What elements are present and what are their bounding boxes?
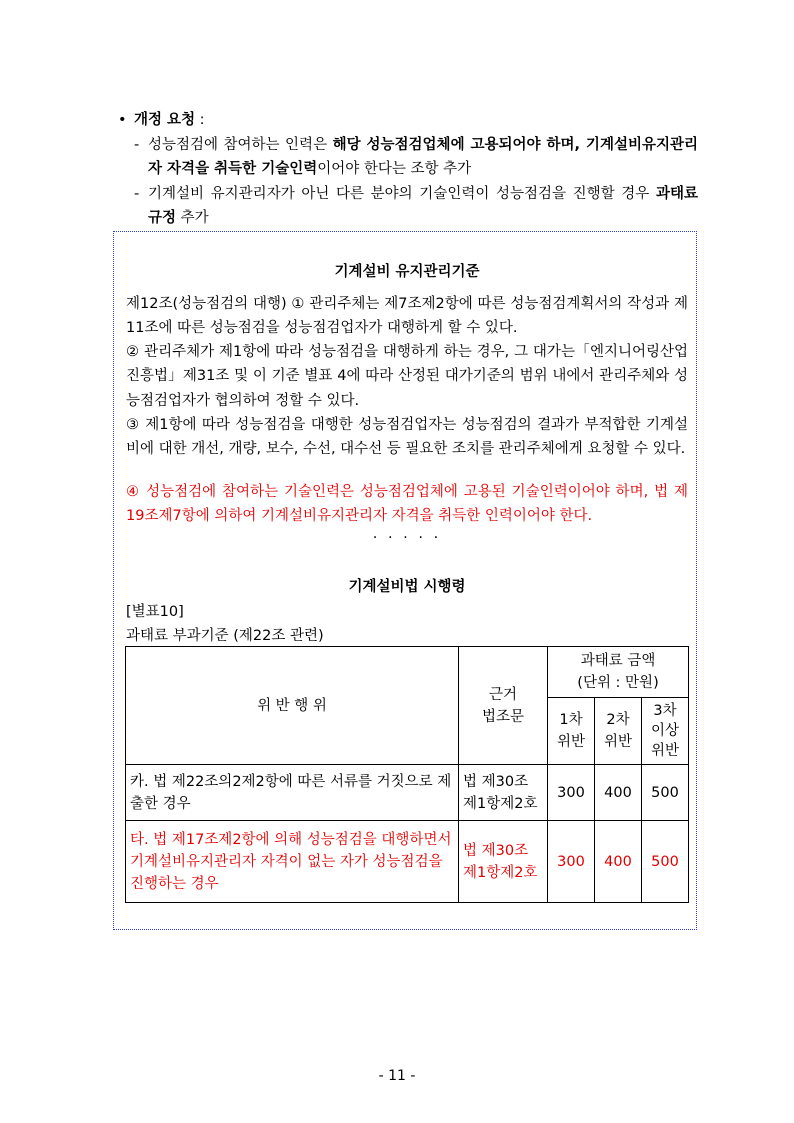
row-third: 500 — [642, 821, 689, 903]
header-violation: 위 반 행 위 — [126, 647, 459, 765]
row-first: 300 — [548, 765, 595, 821]
revision-heading-line: • 개정 요청 : — [118, 108, 698, 133]
ellipsis: · · · · · — [372, 530, 442, 546]
row-violation: 카. 법 제22조의2제2항에 따른 서류를 거짓으로 제출한 경우 — [126, 765, 459, 821]
bullet-icon: • — [118, 112, 127, 128]
row-second: 400 — [595, 765, 642, 821]
header-amount: 과태료 금액 (단위 : 만원) — [548, 647, 689, 698]
revision-item-2: - 기계설비 유지관리자가 아닌 다른 분야의 기술인력이 성능점검을 진행할 경우 과태료 규정 추가 — [134, 185, 698, 226]
law1-paragraph-4-highlight: ④ 성능점검에 참여하는 기술인력은 성능점검업체에 고용된 기술인력이어야 하며, 법 제19조제7항에 의하여 기계설비유지관리자 자격을 취득한 인력이어야 한다. — [126, 484, 688, 525]
revision-item-1: - 성능점검에 참여하는 인력은 해당 성능점검업체에 고용되어야 하며, 기계설비유지관리자 자격을 취득한 기술인력이어야 한다는 조항 추가 — [134, 136, 698, 177]
row-third: 500 — [642, 765, 689, 821]
revision-heading: 개정 요청 — [134, 112, 196, 128]
header-basis: 근거 법조문 — [459, 647, 548, 765]
revision-request — [118, 108, 698, 231]
header-first: 1차 위반 — [548, 698, 595, 765]
law1-paragraph-1: 제12조(성능점검의 대행) ① 관리주체는 제7조제2항에 따른 성능점검계획서의 작성과 제11조에 따른 성능점검을 성능점검업자가 대행하게 할 수 있다. — [126, 296, 688, 337]
row-second: 400 — [595, 821, 642, 903]
row-first: 300 — [548, 821, 595, 903]
law1-title: 기계설비 유지관리기준 — [334, 264, 480, 280]
law1-paragraph-2: ② 관리주체가 제1항에 따라 성능점검을 대행하게 하는 경우, 그 대가는「엔지니어링산업진흥법」제31조 및 이 기준 별표 4에 따라 산정된 대가기준의 범위 내에서 관리주체와 성능점검업자가 협의하여 정할 수 있다. — [126, 344, 688, 409]
law2-title: 기계설비법 시행령 — [348, 579, 466, 595]
header-second: 2차 위반 — [595, 698, 642, 765]
row-violation: 타. 법 제17조제2항에 의해 성능점검을 대행하면서 기계설비유지관리자 자격이 없는 자가 성능점검을 진행하는 경우 — [126, 821, 459, 903]
table-row — [126, 765, 689, 821]
page-number: - 11 - — [378, 1068, 416, 1084]
header-third: 3차 이상 위반 — [642, 698, 689, 765]
fine-table-subtitle: 과태료 부과기준 (제22조 관련) — [126, 628, 324, 644]
law1-paragraph-3: ③ 제1항에 따라 성능점검을 대행한 성능점검업자는 성능점검의 결과가 부적합한 기계설비에 대한 개선, 개량, 보수, 수선, 대수선 등 필요한 조치를 관리주체에게 요청할 수 있다. — [126, 417, 688, 458]
row-basis: 법 제30조 제1항제2호 — [459, 765, 548, 821]
table-row-highlight — [126, 821, 689, 903]
row-basis: 법 제30조 제1항제2호 — [459, 821, 548, 903]
annex-label: [별표10] — [126, 604, 184, 620]
fine-table — [125, 646, 689, 903]
